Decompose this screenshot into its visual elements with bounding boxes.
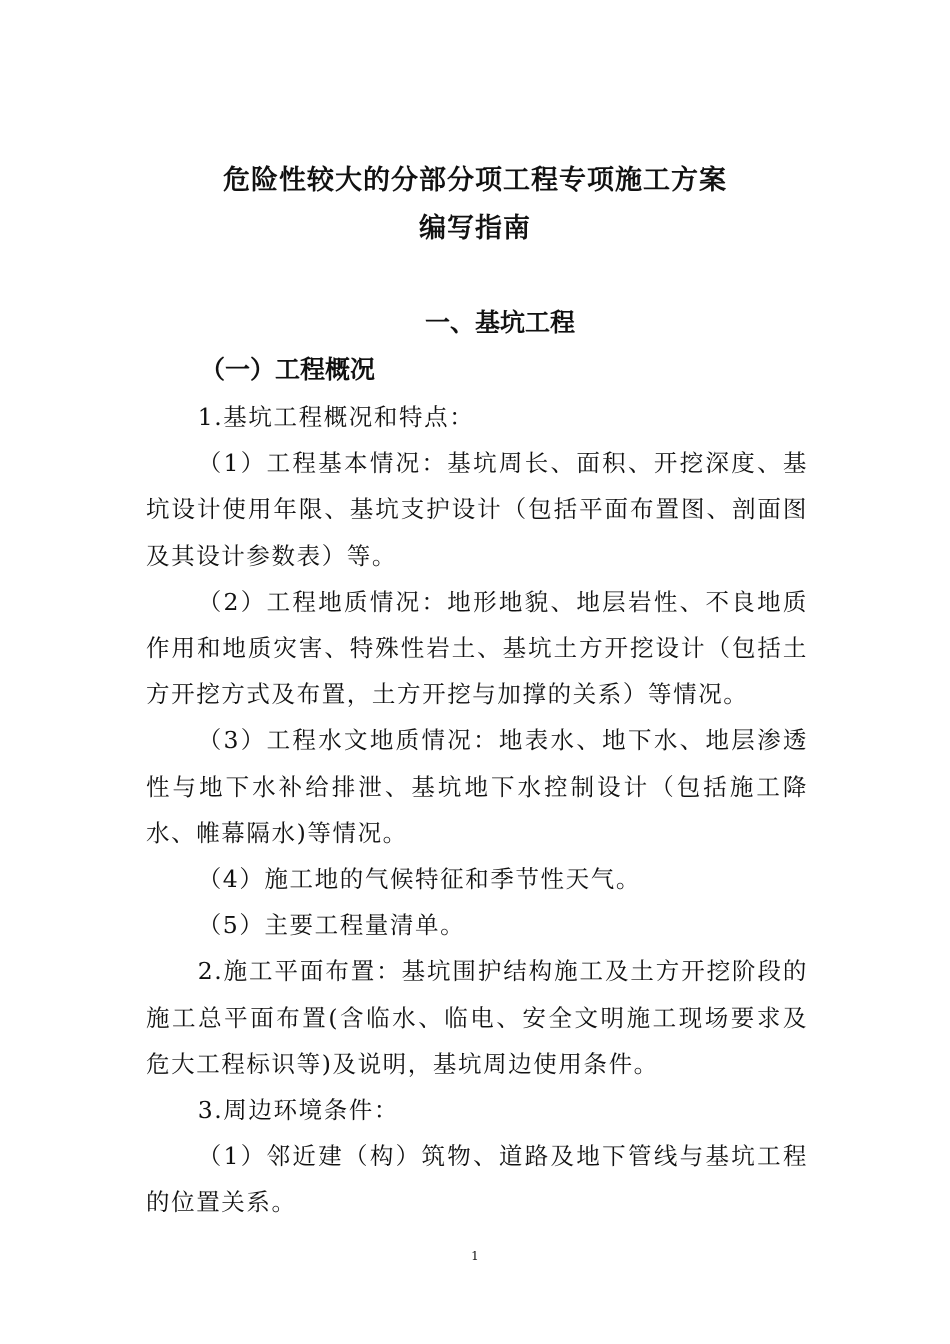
subsection-heading: （一）工程概况 [200,355,376,384]
section-heading: 一、基坑工程 [424,308,575,337]
paragraph: 2.施工平面布置：基坑围护结构施工及土方开挖阶段的施工总平面布置(含临水、临电、安全文明施工现场要求及危大工程标识等)及说明，基坑周边使用条件。 [146,957,808,1078]
paragraph: （2）工程地质情况：地形地貌、地层岩性、不良地质作用和地质灾害、特殊性岩土、基坑土方开挖设计（包括土方开挖方式及布置，土方开挖与加撑的关系）等情况。 [146,587,808,709]
paragraph: 1.基坑工程概况和特点： [197,403,475,431]
paragraph: （4）施工地的气候特征和季节性天气。 [197,865,641,894]
document-body [146,394,808,1226]
paragraph: （1）工程基本情况：基坑周长、面积、开挖深度、基坑设计使用年限、基坑支护设计（包括平面布置图、剖面图及其设计参数表）等。 [146,449,808,570]
paragraph: （3）工程水文地质情况：地表水、地下水、地层渗透性与地下水补给排泄、基坑地下水控制设计（包括施工降水、帷幕隔水)等情况。 [146,726,808,847]
page-number: 1 [471,1249,479,1263]
document-title-line-1: 危险性较大的分部分项工程专项施工方案 [223,165,727,196]
paragraph: （1）邻近建（构）筑物、道路及地下管线与基坑工程的位置关系。 [146,1142,808,1217]
paragraph: （5）主要工程量清单。 [197,911,466,940]
document-title-line-2: 编写指南 [419,213,531,244]
paragraph: 3.周边环境条件： [197,1096,400,1125]
